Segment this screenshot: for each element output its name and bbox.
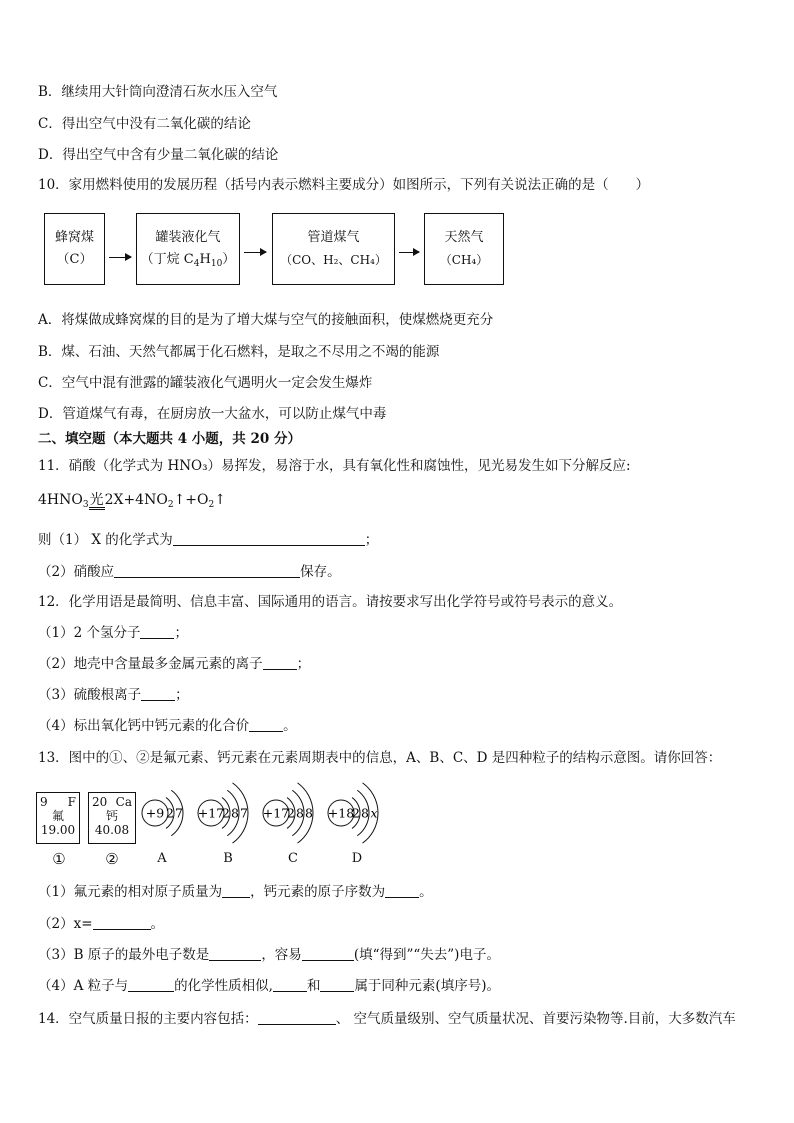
particle-diagram [142,790,183,836]
particle-diagram [198,783,248,843]
nucleus-charge: +17 [262,805,290,821]
figure-label: B [223,851,233,866]
q10-option-b: B．煤、石油、天然气都属于化石燃料，是取之不尽用之不竭的能源 [38,344,440,360]
q11-stem: 11．硝酸（化学式为 HNO₃）易挥发，易溶于水，具有氧化性和腐蚀性，见光易发生如下分解反应: [38,458,631,474]
q12-item-1: （1）2 个氢分子 ； [38,625,188,641]
particle-diagram [328,783,378,843]
shell-electron-count: 2 [352,805,360,821]
nucleus-charge: +17 [197,805,225,821]
fuel-box-formula: （CO、H₂、CH₄） [280,253,387,267]
shell-electron-count: 8 [231,805,239,821]
shell-electron-count: 2 [166,805,174,821]
shell-electron-count: 8 [305,805,313,821]
shell-electron-count: 8 [296,805,304,821]
answer-blank[interactable] [93,915,151,930]
atomic-mass: 19.00 [40,823,76,837]
figure-label: ② [105,850,119,868]
shell-electron-count: 8 [361,805,369,821]
element-name: 钙 [105,809,118,823]
q12-stem: 12．化学用语是最简明、信息丰富、国际通用的语言。请按要求写出化学符号或符号表示的意义。 [38,594,623,610]
figure-label: A [157,851,167,866]
answer-blank[interactable] [385,883,419,898]
q11-part2: （2）硝酸应 保存。 [38,564,341,580]
fuel-box-name: 管道煤气 [307,230,360,245]
element-name: 氟 [51,809,64,823]
q9-option-b: B．继续用大针筒向澄清石灰水压入空气 [38,84,278,100]
answer-blank[interactable] [273,977,307,992]
answer-blank[interactable] [302,946,354,961]
shell-electron-count: 7 [240,805,248,821]
particle-diagram [263,783,313,843]
q11-part1: 则（1） X 的化学式为 ； [38,532,379,548]
q13-part2: （2）x= 。 [38,916,165,932]
answer-blank[interactable] [258,1010,336,1025]
q12-item-3: （3）硫酸根离子 ； [38,687,189,703]
section-title: 二、填空题（本大题共 4 小题，共 20 分） [38,431,301,447]
shell-electron-count: 2 [222,805,230,821]
q13-part4: （4）A 粒子与 的化学性质相似, 和 属于同种元素(填序号)。 [38,978,500,994]
answer-blank[interactable] [128,977,174,992]
q13-part3: （3）B 原子的最外电子数是 ，容易 (填“得到”“失去”)电子。 [38,947,500,963]
fuel-box-formula: （C） [56,252,93,267]
nucleus-charge: +9 [145,805,165,821]
shell-electron-count: x [370,805,378,821]
answer-blank[interactable] [320,977,354,992]
reaction-condition: 光 [89,492,104,508]
figure-label: C [288,851,298,866]
fuel-box-formula: （CH₄） [439,253,489,267]
figure-label: D [351,851,363,866]
q10-option-c: C．空气中混有泄露的罐装液化气遇明火一定会发生爆炸 [38,375,373,391]
atomic-mass: 40.08 [94,823,130,837]
answer-blank[interactable] [222,883,250,898]
fuel-box-name: 蜂窝煤 [54,230,94,245]
q10-option-a: A．将煤做成蜂窝煤的目的是为了增大煤与空气的接触面积，使煤燃烧更充分 [38,312,494,328]
atomic-number: 9 [40,795,48,809]
q9-option-d: D．得出空气中含有少量二氧化碳的结论 [38,147,279,163]
fuel-box-name: 罐装液化气 [155,230,221,245]
element-symbol: F [67,795,76,809]
fuel-box-name: 天然气 [444,230,484,245]
q11-equation: $4HNO_3$光$2X+4NO_2↑+O_2↑$ [38,492,226,510]
q10-stem: 10．家用燃料使用的发展历程（括号内表示燃料主要成分）如图所示，下列有关说法正确的是（ ） [38,177,650,193]
q13-stem: 13．图中的①、②是氟元素、钙元素在元素周期表中的信息，A、B、C、D 是四种粒子的结构示意图。请你回答： [38,750,722,766]
shell-electron-count: 7 [175,805,183,821]
answer-blank[interactable] [209,946,261,961]
q13-part1: （1）氟元素的相对原子质量为 ，钙元素的原子序数为 。 [38,884,433,900]
q14-stem: 14．空气质量日报的主要内容包括： 、 空气质量级别、空气质量状况、首要污染物等.目前，大多数汽车 [38,1011,736,1027]
nucleus-charge: +18 [327,805,355,821]
q12-item-2: （2）地壳中含量最多金属元素的离子 ； [38,656,311,672]
fuel-box-formula: （丁烷 $C_4H_{10}$） [140,252,236,269]
element-symbol: Ca [115,795,132,809]
atomic-number: 20 [92,795,108,809]
q10-option-d: D．管道煤气有毒，在厨房放一大盆水，可以防止煤气中毒 [38,406,387,422]
shell-electron-count: 2 [287,805,295,821]
figure-label: ① [52,850,66,868]
q12-item-4: （4）标出氧化钙中钙元素的化合价 。 [38,718,297,734]
q9-option-c: C．得出空气中没有二氧化碳的结论 [38,116,251,132]
